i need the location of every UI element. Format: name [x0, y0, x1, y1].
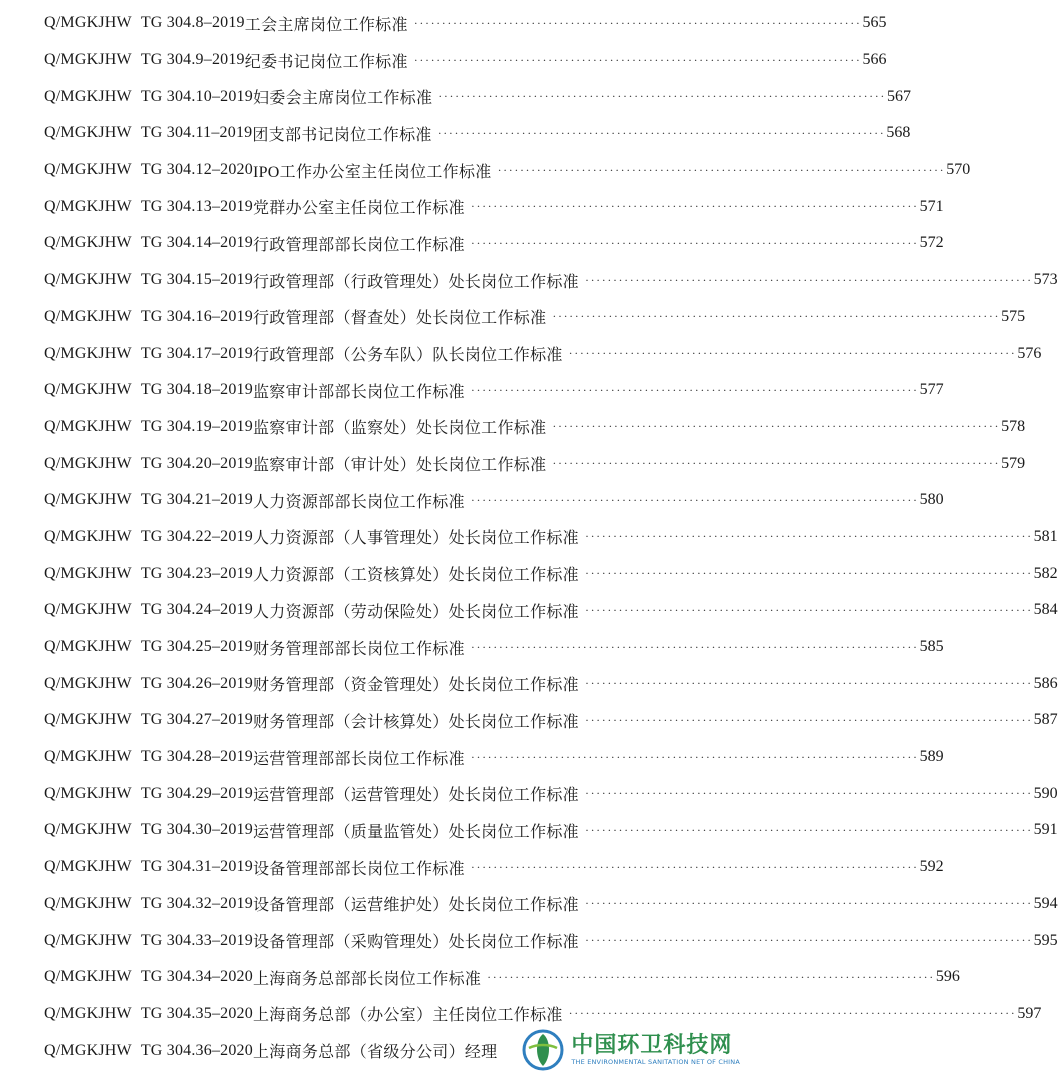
standard-number: TG 304.24–2019 — [140, 601, 253, 619]
standard-prefix: Q/MGKJHW — [44, 161, 132, 179]
standard-number: TG 304.9–2019 — [140, 51, 245, 69]
watermark-subtitle: THE ENVIRONMENTAL SANITATION NET OF CHINA — [571, 1057, 740, 1066]
dot-leader: ················································································ — [584, 822, 1033, 837]
toc-entry — [44, 886, 1058, 923]
entry-title: 设备管理部（采购管理处）处长岗位工作标准 — [252, 934, 579, 952]
standard-code — [44, 858, 253, 876]
toc-entry — [44, 409, 1026, 446]
standard-code — [44, 234, 253, 252]
dot-leader: ················································································ — [584, 529, 1033, 544]
standard-number: TG 304.31–2019 — [140, 858, 253, 876]
dot-leader: ················································································ — [497, 162, 946, 177]
standard-number: TG 304.12–2020 — [140, 161, 253, 179]
page-number: 592 — [919, 858, 944, 876]
watermark-title: 中国环卫科技网 — [571, 1032, 733, 1058]
standard-code — [44, 675, 253, 693]
toc-entry — [44, 519, 1058, 556]
toc-entry — [44, 115, 911, 152]
standard-number: TG 304.26–2019 — [140, 674, 253, 692]
entry-title: 党群办公室主任岗位工作标准 — [252, 200, 465, 218]
standard-number: TG 304.33–2019 — [140, 931, 253, 949]
standard-number: TG 304.28–2019 — [140, 748, 253, 766]
standard-code — [44, 88, 253, 106]
dot-leader: ················································································ — [568, 346, 1017, 361]
toc-entry — [44, 775, 1058, 812]
toc-entry — [44, 445, 1026, 482]
entry-title: 财务管理部（会计核算处）处长岗位工作标准 — [252, 713, 579, 731]
standard-code — [44, 345, 253, 363]
standard-number: TG 304.11–2019 — [140, 124, 253, 142]
dot-leader: ················································································ — [470, 235, 919, 250]
dot-leader: ················································································ — [470, 859, 919, 874]
standard-code — [44, 491, 253, 509]
page-number: 573 — [1033, 271, 1058, 289]
entry-title: IPO工作办公室主任岗位工作标准 — [252, 163, 492, 181]
page-number: 578 — [1001, 417, 1026, 435]
standard-prefix: Q/MGKJHW — [44, 51, 132, 69]
standard-number: TG 304.14–2019 — [140, 234, 253, 252]
toc-entry — [44, 5, 887, 42]
dot-leader: ················································································ — [487, 969, 935, 984]
standard-prefix: Q/MGKJHW — [44, 968, 132, 986]
standard-prefix: Q/MGKJHW — [44, 601, 132, 619]
standard-number: TG 304.23–2019 — [140, 564, 253, 582]
entry-title: 纪委书记岗位工作标准 — [244, 53, 408, 71]
standard-code — [44, 748, 253, 766]
dot-leader: ················································································ — [584, 933, 1033, 948]
standard-prefix: Q/MGKJHW — [44, 87, 132, 105]
page-number: 585 — [919, 638, 944, 656]
standard-number: TG 304.34–2020 — [140, 968, 253, 986]
standard-prefix: Q/MGKJHW — [44, 858, 132, 876]
entry-title: 妇委会主席岗位工作标准 — [252, 90, 433, 108]
page-number: 590 — [1033, 784, 1058, 802]
standard-number: TG 304.30–2019 — [140, 821, 253, 839]
toc-entry — [44, 262, 1058, 299]
dot-leader: ················································································ — [584, 272, 1033, 287]
standard-code — [44, 821, 253, 839]
standard-number: TG 304.35–2020 — [140, 1004, 253, 1022]
standard-prefix: Q/MGKJHW — [44, 307, 132, 325]
dot-leader: ················································································ — [470, 199, 919, 214]
entry-title: 行政管理部（行政管理处）处长岗位工作标准 — [252, 273, 579, 291]
entry-title: 团支部书记岗位工作标准 — [252, 126, 432, 144]
entry-title: 人力资源部（工资核算处）处长岗位工作标准 — [252, 567, 579, 585]
entry-title: 监察审计部（监察处）处长岗位工作标准 — [252, 420, 547, 438]
standard-number: TG 304.15–2019 — [140, 271, 253, 289]
toc-list — [44, 5, 1058, 1069]
standard-code — [44, 638, 253, 656]
toc-entry — [44, 188, 944, 225]
dot-leader: ················································································ — [584, 786, 1033, 801]
standard-code — [44, 565, 253, 583]
entry-title: 人力资源部（劳动保险处）处长岗位工作标准 — [252, 603, 579, 621]
entry-title: 财务管理部（资金管理处）处长岗位工作标准 — [252, 677, 579, 695]
toc-entry — [44, 78, 911, 115]
standard-code — [44, 601, 253, 619]
toc-entry — [44, 996, 1042, 1033]
globe-leaf-logo-icon — [521, 1028, 565, 1072]
page-number: 579 — [1001, 454, 1026, 472]
page-number: 594 — [1033, 894, 1058, 912]
toc-entry — [44, 629, 944, 666]
entry-title: 设备管理部部长岗位工作标准 — [252, 860, 465, 878]
entry-title: 人力资源部（人事管理处）处长岗位工作标准 — [252, 530, 579, 548]
standard-prefix: Q/MGKJHW — [44, 1004, 132, 1022]
toc-entry — [44, 335, 1042, 372]
toc-entry — [44, 702, 1058, 739]
standard-number: TG 304.25–2019 — [140, 638, 253, 656]
standard-code — [44, 124, 252, 142]
standard-prefix: Q/MGKJHW — [44, 491, 132, 509]
page-number: 565 — [862, 14, 887, 32]
standard-code — [44, 895, 253, 913]
standard-number: TG 304.19–2019 — [140, 417, 253, 435]
standard-code — [44, 308, 253, 326]
standard-code — [44, 785, 253, 803]
standard-number: TG 304.18–2019 — [140, 381, 253, 399]
dot-leader: ················································································ — [437, 125, 886, 140]
page-number: 577 — [919, 381, 944, 399]
standard-prefix: Q/MGKJHW — [44, 381, 132, 399]
page-number: 589 — [919, 748, 944, 766]
page-number: 586 — [1033, 674, 1058, 692]
standard-prefix: Q/MGKJHW — [44, 234, 132, 252]
standard-code — [44, 381, 253, 399]
dot-leader: ················································································ — [552, 419, 1001, 434]
dot-leader: ················································································ — [584, 712, 1033, 727]
page-number: 567 — [886, 87, 911, 105]
standard-prefix: Q/MGKJHW — [44, 638, 132, 656]
standard-prefix: Q/MGKJHW — [44, 271, 132, 289]
standard-code — [44, 455, 253, 473]
entry-title: 上海商务总部（省级分公司）经理 — [252, 1044, 498, 1062]
page-number: 587 — [1033, 711, 1058, 729]
standard-prefix: Q/MGKJHW — [44, 197, 132, 215]
page-number: 575 — [1001, 307, 1026, 325]
dot-leader: ················································································ — [413, 15, 862, 30]
dot-leader: ················································································ — [470, 749, 919, 764]
page-number: 576 — [1017, 344, 1042, 362]
standard-code — [44, 528, 253, 546]
standard-prefix: Q/MGKJHW — [44, 748, 132, 766]
page-number: 580 — [919, 491, 944, 509]
standard-code — [44, 1042, 253, 1060]
entry-title: 行政管理部（公务车队）队长岗位工作标准 — [252, 347, 563, 365]
watermark — [521, 1028, 740, 1072]
standard-code — [44, 271, 253, 289]
standard-code — [44, 932, 253, 950]
entry-title: 工会主席岗位工作标准 — [244, 16, 408, 34]
standard-code — [44, 198, 253, 216]
entry-title: 运营管理部（质量监管处）处长岗位工作标准 — [252, 823, 579, 841]
standard-number: TG 304.20–2019 — [140, 454, 253, 472]
standard-prefix: Q/MGKJHW — [44, 711, 132, 729]
standard-code — [44, 51, 245, 69]
entry-title: 运营管理部（运营管理处）处长岗位工作标准 — [252, 787, 579, 805]
standard-prefix: Q/MGKJHW — [44, 564, 132, 582]
standard-number: TG 304.29–2019 — [140, 784, 253, 802]
toc-entry — [44, 555, 1058, 592]
standard-prefix: Q/MGKJHW — [44, 674, 132, 692]
dot-leader: ················································································ — [552, 456, 1001, 471]
page-number: 597 — [1017, 1004, 1042, 1022]
dot-leader: ················································································ — [584, 602, 1033, 617]
standard-number: TG 304.8–2019 — [140, 14, 245, 32]
entry-title: 行政管理部部长岗位工作标准 — [252, 236, 465, 254]
standard-number: TG 304.21–2019 — [140, 491, 253, 509]
toc-entry — [44, 812, 1058, 849]
standard-prefix: Q/MGKJHW — [44, 784, 132, 802]
entry-title: 行政管理部（督查处）处长岗位工作标准 — [252, 310, 547, 328]
entry-title: 人力资源部部长岗位工作标准 — [252, 493, 465, 511]
standard-prefix: Q/MGKJHW — [44, 527, 132, 545]
standard-prefix: Q/MGKJHW — [44, 931, 132, 949]
standard-prefix: Q/MGKJHW — [44, 454, 132, 472]
toc-entry — [44, 959, 960, 996]
dot-leader: ················································································ — [568, 1006, 1017, 1021]
standard-code — [44, 711, 253, 729]
standard-code — [44, 161, 253, 179]
standard-number: TG 304.27–2019 — [140, 711, 253, 729]
entry-title: 设备管理部（运营维护处）处长岗位工作标准 — [252, 897, 579, 915]
page-number: 568 — [886, 124, 911, 142]
dot-leader: ················································································ — [584, 676, 1033, 691]
entry-title: 上海商务总部（办公室）主任岗位工作标准 — [252, 1007, 563, 1025]
dot-leader: ················································································ — [470, 382, 919, 397]
page-number: 566 — [862, 51, 887, 69]
standard-number: TG 304.36–2020 — [140, 1041, 253, 1059]
standard-code — [44, 14, 245, 32]
standard-number: TG 304.13–2019 — [140, 197, 253, 215]
standard-code — [44, 968, 253, 986]
toc-entry — [44, 592, 1058, 629]
dot-leader: ················································································ — [552, 309, 1001, 324]
standard-code — [44, 1005, 253, 1023]
standard-prefix: Q/MGKJHW — [44, 821, 132, 839]
standard-prefix: Q/MGKJHW — [44, 14, 132, 32]
toc-entry — [44, 482, 944, 519]
standard-number: TG 304.32–2019 — [140, 894, 253, 912]
toc-entry — [44, 42, 887, 79]
dot-leader: ················································································ — [413, 52, 862, 67]
entry-title: 财务管理部部长岗位工作标准 — [252, 640, 465, 658]
page-number: 581 — [1033, 527, 1058, 545]
page-number: 582 — [1033, 564, 1058, 582]
entry-title: 运营管理部部长岗位工作标准 — [252, 750, 465, 768]
standard-prefix: Q/MGKJHW — [44, 344, 132, 362]
standard-prefix: Q/MGKJHW — [44, 1041, 132, 1059]
page-number: 572 — [919, 234, 944, 252]
toc-entry — [44, 372, 944, 409]
standard-code — [44, 418, 253, 436]
standard-number: TG 304.10–2019 — [140, 87, 253, 105]
standard-prefix: Q/MGKJHW — [44, 124, 132, 142]
toc-entry — [44, 225, 944, 262]
entry-title: 监察审计部部长岗位工作标准 — [252, 383, 465, 401]
standard-number: TG 304.17–2019 — [140, 344, 253, 362]
page-number: 595 — [1033, 931, 1058, 949]
entry-title: 监察审计部（审计处）处长岗位工作标准 — [252, 457, 547, 475]
toc-entry — [44, 665, 1058, 702]
toc-entry — [44, 739, 944, 776]
standard-number: TG 304.16–2019 — [140, 307, 253, 325]
standard-number: TG 304.22–2019 — [140, 527, 253, 545]
page-number: 570 — [946, 161, 971, 179]
standard-prefix: Q/MGKJHW — [44, 894, 132, 912]
page-number: 591 — [1033, 821, 1058, 839]
dot-leader: ················································································ — [584, 896, 1033, 911]
toc-entry — [44, 299, 1026, 336]
dot-leader: ················································································ — [438, 89, 886, 104]
toc-entry — [44, 152, 971, 189]
entry-title: 上海商务总部部长岗位工作标准 — [252, 970, 482, 988]
dot-leader: ················································································ — [584, 566, 1033, 581]
page-number: 571 — [919, 197, 944, 215]
dot-leader: ················································································ — [470, 492, 919, 507]
page-number: 596 — [935, 968, 960, 986]
toc-entry — [44, 922, 1058, 959]
standard-prefix: Q/MGKJHW — [44, 417, 132, 435]
dot-leader: ················································································ — [470, 639, 919, 654]
page-number: 584 — [1033, 601, 1058, 619]
toc-entry — [44, 849, 944, 886]
